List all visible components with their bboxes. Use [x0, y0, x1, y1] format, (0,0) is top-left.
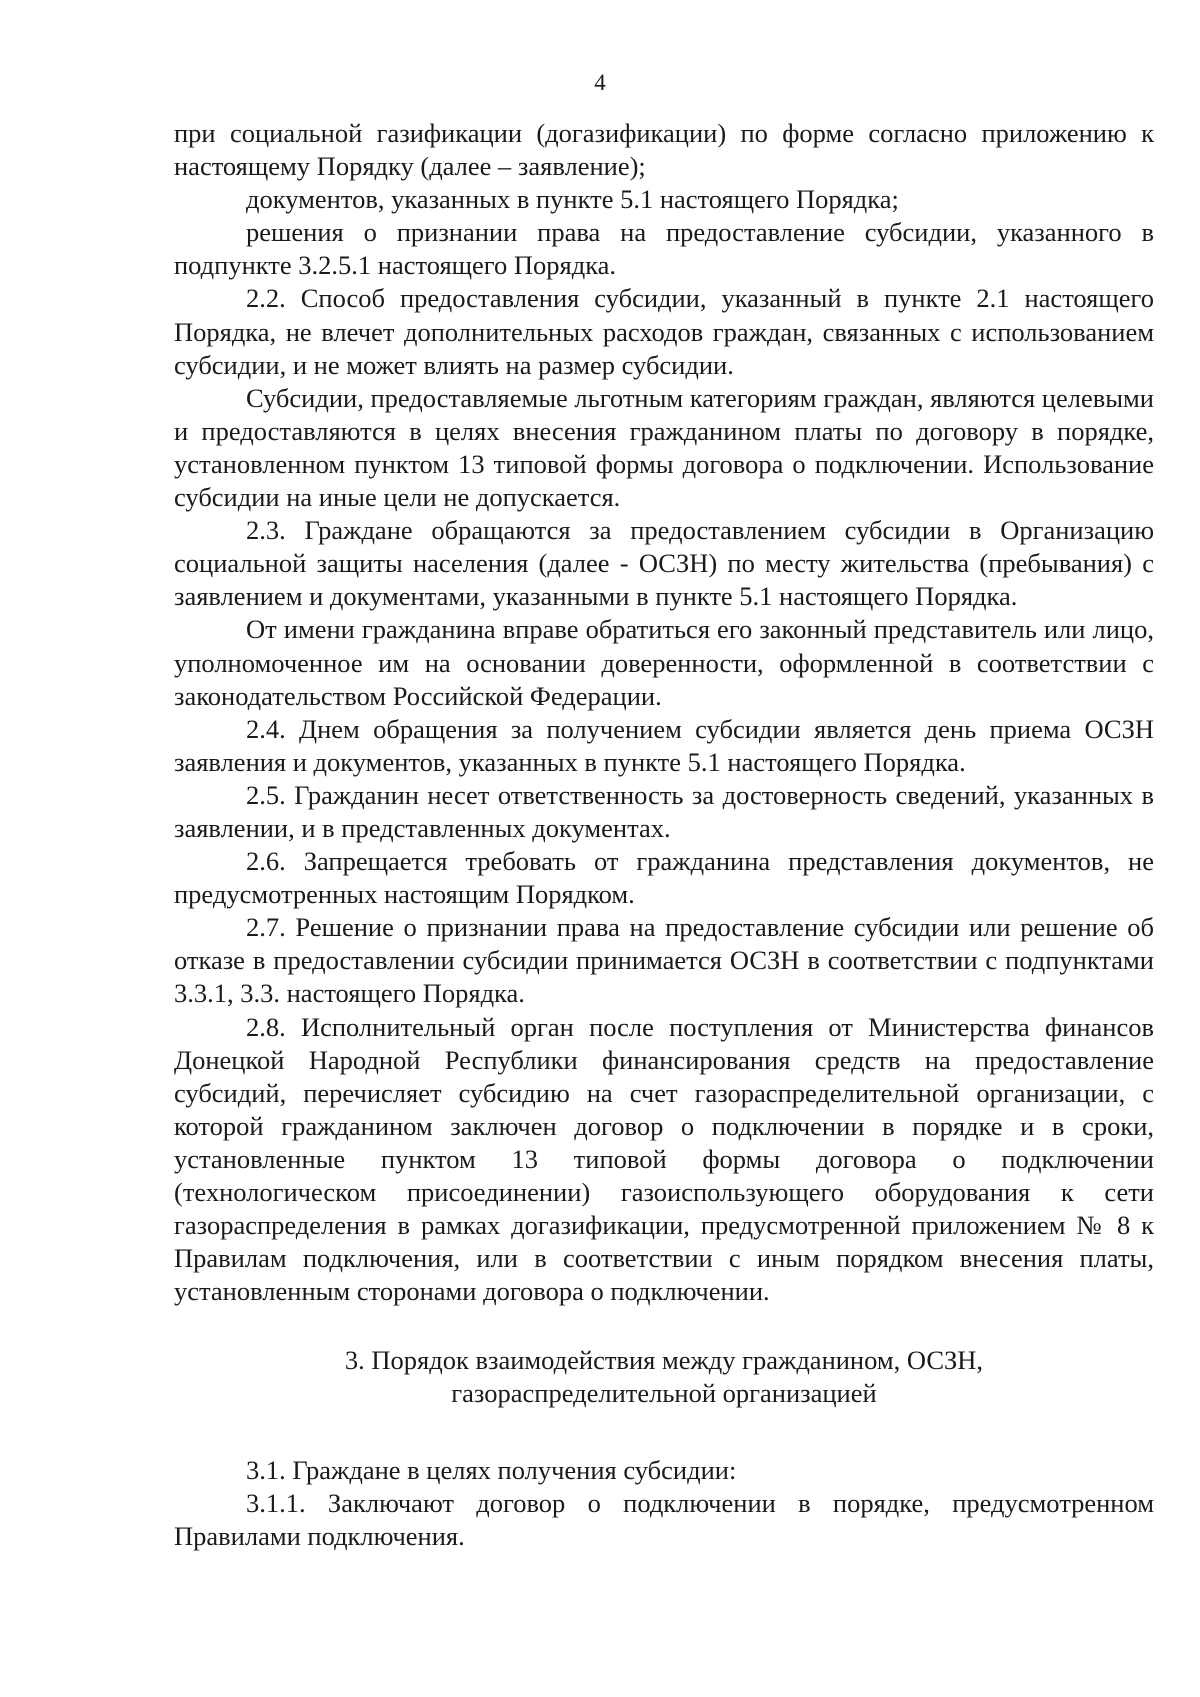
section-3-heading-line-2: газораспределительной организацией — [451, 1378, 877, 1409]
paragraph-representative: От имени гражданина вправе обратиться его законный представитель или лицо, уполномоченное им на основании доверенности, оформленной в соответствии с законодательством Российской Федерации. — [174, 614, 1154, 711]
paragraph-application-continuation: при социальной газификации (догазификации) по форме согласно приложению к настоящему Порядку (далее – заявление); — [174, 118, 1154, 182]
paragraph-subsidies-purpose: Субсидии, предоставляемые льготным категориям граждан, являются целевыми и предоставляются в целях внесения гражданином платы по договору в порядке, установленном пунктом 13 типовой формы договора о подключении. Использование субсидии на иные цели не допускается. — [174, 382, 1154, 513]
paragraph-2-6: 2.6. Запрещается требовать от гражданина представления документов, не предусмотренных настоящим Порядком. — [174, 846, 1154, 910]
page-number: 4 — [594, 70, 606, 95]
paragraph-3-1-1: 3.1.1. Заключают договор о подключении в порядке, предусмотренном Правилами подключения. — [174, 1487, 1154, 1551]
paragraph-2-3: 2.3. Граждане обращаются за предоставлением субсидии в Организацию социальной защиты населения (далее - ОСЗН) по месту жительства (пребывания) с заявлением и документами, указанными в пункте 5.1 настоящего Порядка. — [174, 515, 1154, 612]
paragraph-2-2: 2.2. Способ предоставления субсидии, указанный в пункте 2.1 настоящего Порядка, не влечет дополнительных расходов граждан, связанных с использованием субсидии, и не может влиять на размер субсидии. — [174, 283, 1154, 380]
paragraph-2-4: 2.4. Днем обращения за получением субсидии является день приема ОСЗН заявления и документов, указанных в пункте 5.1 настоящего Порядка. — [174, 713, 1154, 777]
paragraph-2-8: 2.8. Исполнительный орган после поступления от Министерства финансов Донецкой Народной Республики финансирования средств на предоставление субсидий, перечисляет субсидию на счет газораспределительной организации, с которой гражданином заключен договор о подключении в порядке и в сроки, установленные пунктом 13 типовой формы договора о подключении (технологическом присоединении) газоиспользующего оборудования к сети газораспределения в рамках догазификации, предусмотренной приложением № 8 к Правилам подключения, или в соответствии с иным порядком внесения платы, установленным сторонами договора о подключении. — [174, 1011, 1154, 1307]
section-3-heading — [174, 1344, 1154, 1410]
paragraph-2-5: 2.5. Гражданин несет ответственность за достоверность сведений, указанных в заявлении, и в представленных документах. — [174, 779, 1154, 843]
section-3-heading-line-1: 3. Порядок взаимодействия между гражданином, ОСЗН, — [344, 1345, 984, 1376]
paragraph-2-7: 2.7. Решение о признании права на предоставление субсидии или решение об отказе в предоставлении субсидии принимается ОСЗН в соответствии с подпунктами 3.3.1, 3.3. настоящего Порядка. — [174, 912, 1154, 1009]
paragraph-documents: документов, указанных в пункте 5.1 настоящего Порядка; — [246, 184, 899, 215]
paragraph-3-1: 3.1. Граждане в целях получения субсидии: — [246, 1454, 737, 1485]
document-body — [174, 117, 1154, 1553]
paragraph-decision: решения о признании права на предоставление субсидии, указанного в подпункте 3.2.5.1 настоящего Порядка. — [174, 217, 1154, 281]
